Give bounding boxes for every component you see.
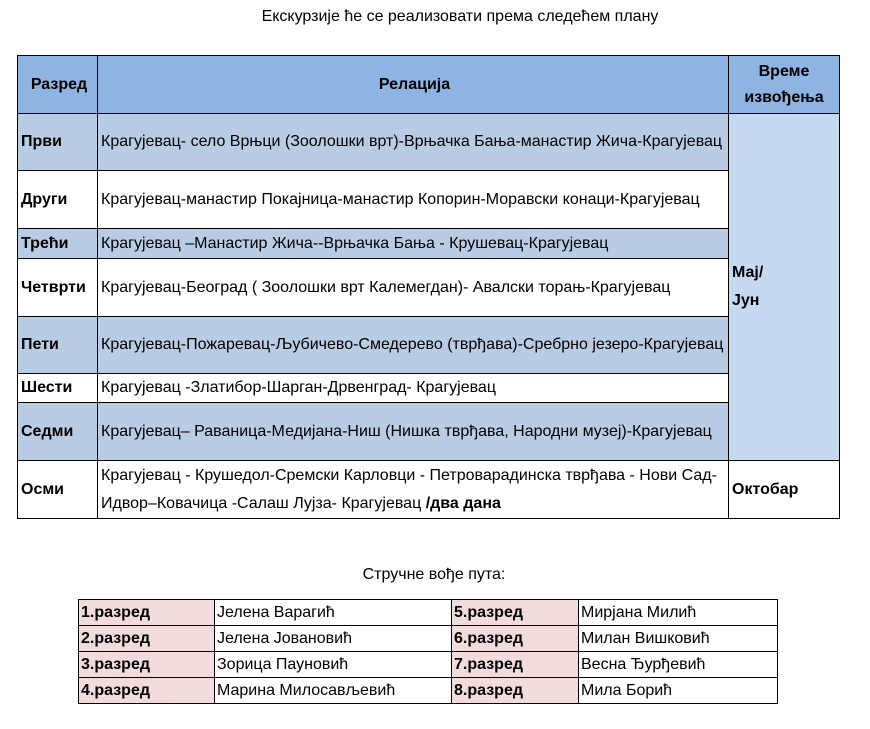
grade-cell: Први xyxy=(18,114,98,171)
guide-name: Јелена Јовановић xyxy=(215,626,452,652)
plan-row-2 xyxy=(18,171,840,229)
guide-name: Јелена Варагић xyxy=(215,600,452,626)
grade-cell: Седми xyxy=(18,403,98,461)
plan-row-6 xyxy=(18,374,840,403)
grade-cell: Пети xyxy=(18,317,98,374)
route-cell: Крагујевац-Пожаревац-Љубичево-Смедерево (тврђава)-Сребрно језеро-Крагујевац xyxy=(98,317,729,374)
route-cell: Крагујевац- село Врњци (Зоолошки врт)-Врњачка Бања-манастир Жича-Крагујевац xyxy=(98,114,729,171)
guides-row xyxy=(79,652,778,678)
header-route: Релација xyxy=(98,56,729,114)
guides-row xyxy=(79,626,778,652)
grade-cell: Шести xyxy=(18,374,98,403)
plan-row-7 xyxy=(18,403,840,461)
guide-grade-label: 1.разред xyxy=(79,600,215,626)
trip-leaders-table xyxy=(78,599,778,704)
guides-row xyxy=(79,678,778,704)
guide-grade-label: 3.разред xyxy=(79,652,215,678)
document-title: Екскурзије ће се реализовати према следећем плану xyxy=(261,8,659,25)
grade-cell: Други xyxy=(18,171,98,229)
guide-grade-label: 2.разред xyxy=(79,626,215,652)
time-cell-may-june xyxy=(729,114,840,461)
guide-name: Мила Борић xyxy=(579,678,778,704)
time-may-june-text: Мај/ Јун xyxy=(732,264,764,309)
guide-grade-label: 8.разред xyxy=(452,678,579,704)
guide-name: Марина Милосављевић xyxy=(215,678,452,704)
plan-row-8 xyxy=(18,461,840,519)
grade-cell: Осми xyxy=(18,461,98,519)
guides-row xyxy=(79,600,778,626)
route-cell: Крагујевац-Београд ( Зоолошки врт Калемегдан)- Авалски торањ-Крагујевац xyxy=(98,259,729,317)
guide-name: Весна Ђурђевић xyxy=(579,652,778,678)
route-text: Крагујевац - Крушедол-Сремски Карловци - Петроварадинска тврђава - Нови Сад-Идвор–Ковачица -Салаш Лујза- Крагујевац xyxy=(101,466,717,512)
time-cell-october: Октобар xyxy=(729,461,840,519)
header-grade: Разред xyxy=(18,56,98,114)
guide-name: Милан Вишковић xyxy=(579,626,778,652)
route-cell: Крагујевац-манастир Покајница-манастир Копорин-Моравски конаци-Крагујевац xyxy=(98,171,729,229)
route-cell-eighth xyxy=(98,461,729,519)
plan-row-1 xyxy=(18,114,840,171)
plan-row-4 xyxy=(18,259,840,317)
grade-cell: Трећи xyxy=(18,229,98,259)
guide-name: Зорица Пауновић xyxy=(215,652,452,678)
route-duration-note: /два дана xyxy=(425,494,501,512)
guide-name: Мирјана Милић xyxy=(579,600,778,626)
guide-grade-label: 7.разред xyxy=(452,652,579,678)
grade-cell: Четврти xyxy=(18,259,98,317)
plan-header-row xyxy=(18,56,840,114)
route-cell: Крагујевац– Раваница-Медијана-Ниш (Нишка тврђава, Народни музеј)-Крагујевац xyxy=(98,403,729,461)
plan-row-5 xyxy=(18,317,840,374)
guide-grade-label: 6.разред xyxy=(452,626,579,652)
guide-grade-label: 5.разред xyxy=(452,600,579,626)
header-time: Време извођења xyxy=(729,56,840,114)
guides-title: Стручне вође пута: xyxy=(362,566,506,583)
excursion-plan-table xyxy=(17,55,840,519)
route-cell: Крагујевац -Златибор-Шарган-Дрвенград- Крагујевац xyxy=(98,374,729,403)
guide-grade-label: 4.разред xyxy=(79,678,215,704)
plan-row-3 xyxy=(18,229,840,259)
route-cell: Крагујевац –Манастир Жича--Врњачка Бања - Крушевац-Крагујевац xyxy=(98,229,729,259)
